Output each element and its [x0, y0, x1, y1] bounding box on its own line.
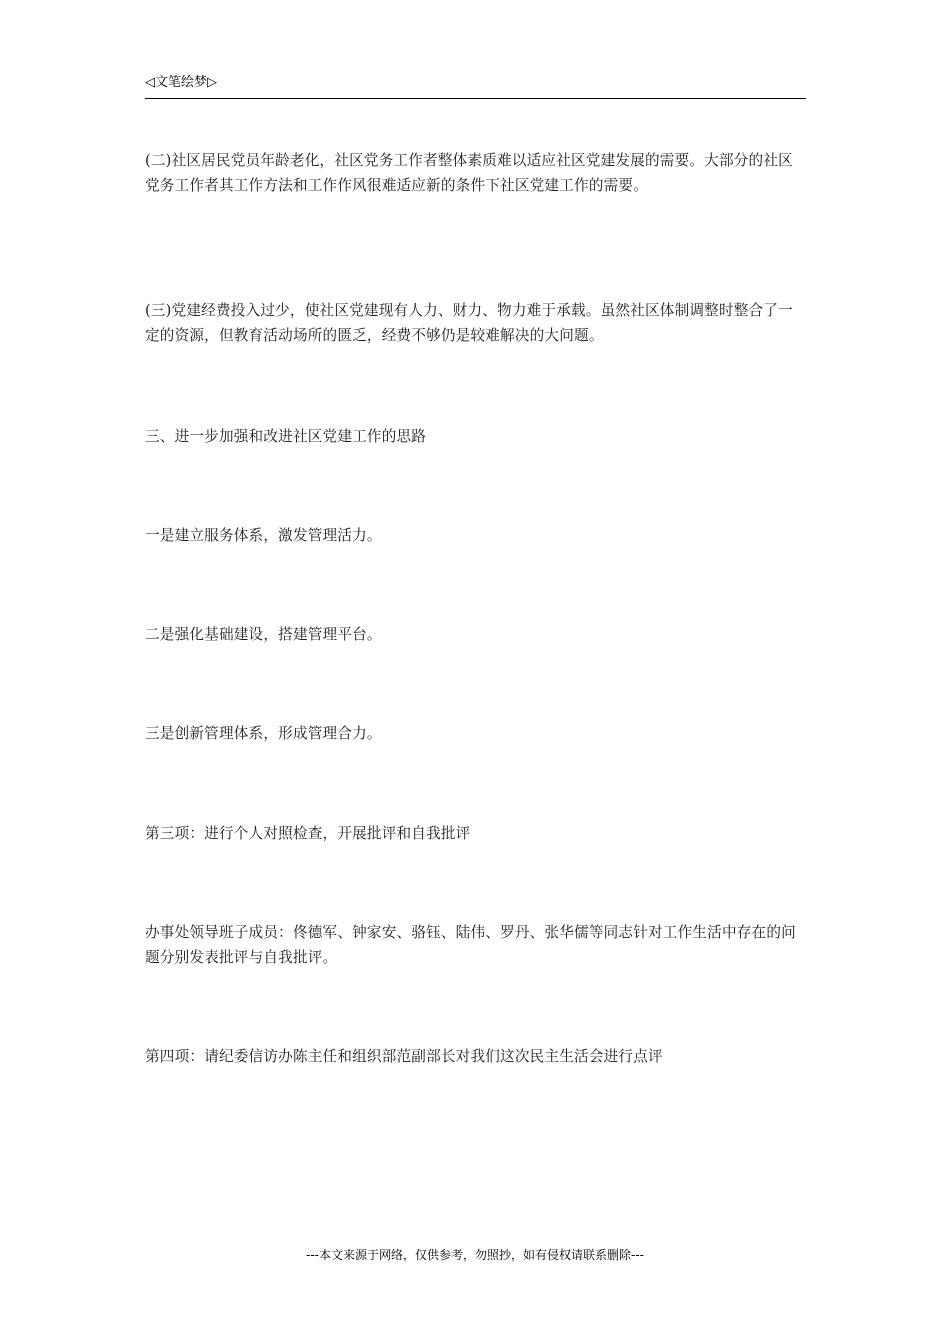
section-heading-approach: 三、进一步加强和改进社区党建工作的思路 — [145, 428, 427, 445]
paragraph-infrastructure: 二是强化基础建设，搭建管理平台。 — [145, 626, 382, 643]
agenda-item-four: 第四项：请纪委信访办陈主任和组织部范副部长对我们这次民主生活会进行点评 — [145, 1048, 663, 1065]
header-title: ◁文笔绘梦▷ — [145, 75, 217, 90]
paragraph-leadership-criticism: 办事处领导班子成员：佟德军、钟家安、骆钰、陆伟、罗丹、张华儒等同志针对工作生活中存在的问题分别发表批评与自我批评。 — [145, 924, 796, 966]
paragraph-community-aging: (二)社区居民党员年龄老化，社区党务工作者整体素质难以适应社区党建发展的需要。大部分的社区党务工作者其工作方法和工作作风很难适应新的条件下社区党建工作的需要。 — [145, 152, 793, 194]
paragraph-funding-shortage: (三)党建经费投入过少，使社区党建现有人力、财力、物力难于承载。虽然社区体制调整时整合了一定的资源，但教育活动场所的匮乏，经费不够仍是较难解决的大问题。 — [145, 302, 793, 344]
footer-disclaimer: ---本文来源于网络，仅供参考，勿照抄，如有侵权请联系删除--- — [306, 1248, 644, 1262]
page-header — [145, 74, 806, 99]
paragraph-management-innovation: 三是创新管理体系，形成管理合力。 — [145, 725, 382, 742]
agenda-item-three: 第三项：进行个人对照检查，开展批评和自我批评 — [145, 825, 471, 842]
paragraph-service-system: 一是建立服务体系，激发管理活力。 — [145, 527, 382, 544]
